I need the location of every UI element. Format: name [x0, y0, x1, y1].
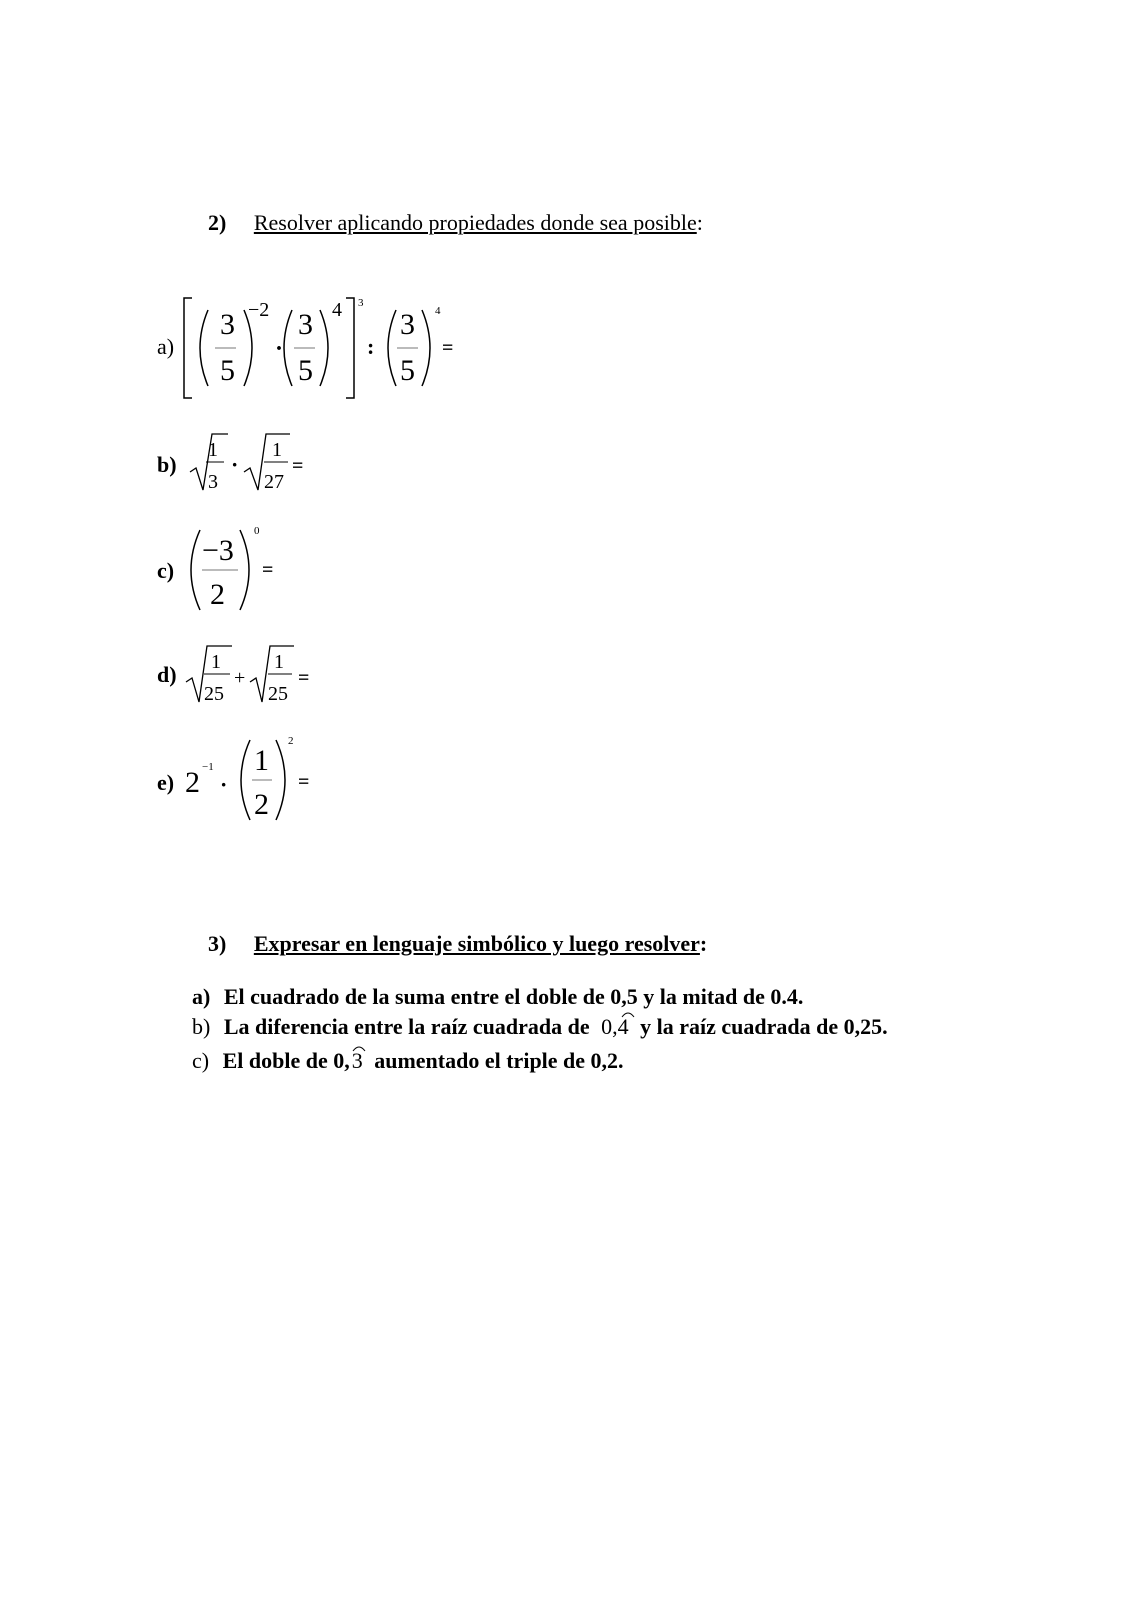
expression-2e [182, 730, 322, 830]
section-2-heading [208, 212, 703, 234]
frac-b2-num: 1 [272, 439, 282, 461]
expression-2c [182, 520, 292, 620]
item-3c-text-before: El doble de 0, [222, 1048, 350, 1073]
eq-b: = [292, 455, 304, 477]
frac-b2-den: 27 [264, 471, 284, 493]
item-3c-periodic-value: 3 [352, 1050, 363, 1072]
section-3-heading [208, 933, 707, 955]
item-3b-periodic-value: 0,4 [601, 1016, 629, 1038]
item-3c-label: c) [192, 1048, 210, 1073]
frac-b1-num: 1 [208, 439, 218, 461]
item-2a-label: a) [157, 334, 175, 359]
periodic-arc-icon [352, 1044, 366, 1052]
frac-e-num: 1 [254, 744, 269, 777]
dot-b: · [231, 452, 239, 477]
item-3b-label: b) [192, 1014, 211, 1039]
frac-d1-den: 25 [204, 683, 224, 705]
item-3c [192, 1050, 624, 1072]
section-3-title: Expresar en lenguaje simbólico y luego resolver [253, 931, 700, 956]
item-3a-text: El cuadrado de la suma entre el doble de 0,5 y la mitad de 0.4. [223, 984, 804, 1009]
frac-a1-num: 3 [220, 308, 235, 341]
expression-2d [182, 640, 322, 710]
dot-e: · [220, 772, 228, 797]
exp-a1: −2 [248, 299, 270, 321]
section-3-colon: : [699, 931, 708, 956]
section-2-title: Resolver aplicando propiedades donde sea posible [253, 210, 697, 235]
frac-d1-num: 1 [211, 651, 221, 673]
frac-a3-den: 5 [400, 354, 415, 387]
frac-a2-num: 3 [298, 308, 313, 341]
frac-c-num: −3 [202, 534, 234, 567]
exp-c: 0 [254, 525, 260, 537]
expression-2b [186, 428, 316, 498]
frac-a2-den: 5 [298, 354, 313, 387]
exp-a3: 3 [358, 297, 364, 309]
frac-d2-num: 1 [274, 651, 284, 673]
frac-c-den: 2 [210, 578, 225, 611]
exp-a4: 4 [435, 305, 441, 317]
exp-a2: 4 [332, 299, 342, 321]
exp-e1: −1 [202, 761, 214, 773]
frac-a3-num: 3 [400, 308, 415, 341]
item-3b [192, 1016, 888, 1038]
expression-2a [178, 290, 478, 410]
item-3c-text-after: aumentado el triple de 0,2. [374, 1048, 624, 1073]
eq-d: = [298, 667, 310, 689]
item-3b-text-before: La diferencia entre la raíz cuadrada de [223, 1014, 590, 1039]
item-3b-text-after: y la raíz cuadrada de 0,25. [640, 1014, 888, 1039]
base-e: 2 [185, 766, 200, 799]
item-3a [192, 986, 803, 1008]
eq-e: = [298, 771, 310, 793]
periodic-arc-icon [621, 1010, 635, 1018]
eq-c: = [262, 559, 274, 581]
section-2-number: 2) [208, 210, 227, 235]
item-2c-label: c) [157, 558, 175, 583]
section-3-number: 3) [208, 931, 227, 956]
frac-d2-den: 25 [268, 683, 288, 705]
frac-a1-den: 5 [220, 354, 235, 387]
div-a: : [367, 334, 375, 359]
exp-e2: 2 [288, 735, 294, 747]
eq-a: = [442, 337, 454, 359]
item-3a-label: a) [192, 984, 211, 1009]
frac-e-den: 2 [254, 788, 269, 821]
item-2e-label: e) [157, 770, 175, 795]
dot-a: · [275, 336, 284, 362]
item-2b-label: b) [157, 452, 177, 477]
item-2d-label: d) [157, 662, 177, 687]
section-2-colon: : [696, 210, 703, 235]
plus-d: + [234, 667, 246, 689]
frac-b1-den: 3 [208, 471, 218, 493]
